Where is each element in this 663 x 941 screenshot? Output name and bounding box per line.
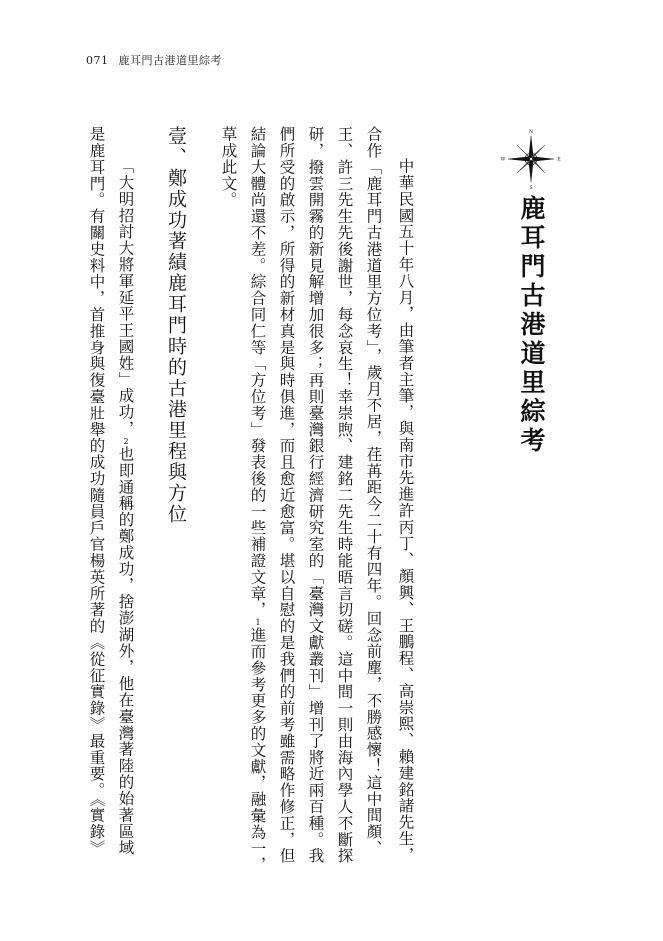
footnote-marker-2[interactable]: 2 xyxy=(121,436,131,446)
intro-line-3: 王、許三先生先後謝世，每念哀生！幸崇煦、建銘二先生時能晤言切磋。這中間一則由海內學人不斷探 xyxy=(335,126,354,864)
running-header xyxy=(86,52,222,68)
compass-label-east: E xyxy=(557,157,561,163)
compass-rose-icon xyxy=(500,128,562,190)
compass-label-west: W xyxy=(500,157,506,163)
intro-line-7: 草成此文。 xyxy=(219,126,238,208)
section-line-1-b: 也即通稱的鄭成功，捨澎湖外，他在臺灣著陸的始著區域 xyxy=(116,445,135,856)
running-title: 鹿耳門古港道里綜考 xyxy=(118,54,222,67)
compass-label-south: S xyxy=(529,186,533,191)
intro-line-6-b: 進而參考更多的文獻，融彙為一， xyxy=(248,627,267,873)
intro-line-2: 合作「鹿耳門古港道里方位考」，歲月不居，荏苒距今二十有四年。回念前塵，不勝感懷！這中間顏、 xyxy=(364,126,383,857)
page-title: 鹿耳門古港道里綜考 xyxy=(517,195,546,456)
compass-label-north: N xyxy=(529,130,533,135)
footnote-marker-1[interactable]: 1 xyxy=(253,618,263,627)
intro-line-6 xyxy=(249,126,265,898)
section-line-1 xyxy=(117,158,133,898)
page-number: 071 xyxy=(86,54,109,67)
intro-line-5: 們所受的啟示，所得的新材真是與時俱進，而且愈近愈富。堪以自慰的是我們的前考雖需略作修正，但 xyxy=(277,126,296,864)
section-line-1-a: 「大明招討大將軍延平王國姓」成功， xyxy=(116,158,135,437)
section-line-2: 是鹿耳門。有關史料中，首推身與復臺壯舉的成功隨員戶官楊英所著的《從征實錄》最重要。《實錄》 xyxy=(87,126,106,857)
intro-line-1: 中華民國五十年八月，由筆者主筆，與南市先進許丙丁、顏興、王鵬程、高崇熙、賴建銘諸先生， xyxy=(396,158,415,864)
section-heading: 壹、鄭成功著績鹿耳門時的古港里程與方位 xyxy=(165,126,187,525)
intro-line-4: 研，撥雲開霧的新見解增加很多；再則臺灣銀行經濟研究室的「臺灣文獻叢刊」增刊了將近兩百種。我 xyxy=(306,126,325,864)
intro-line-6-a: 結論大體尚還不差。綜合同仁等「方位考」發表後的一些補證文章， xyxy=(248,126,267,618)
